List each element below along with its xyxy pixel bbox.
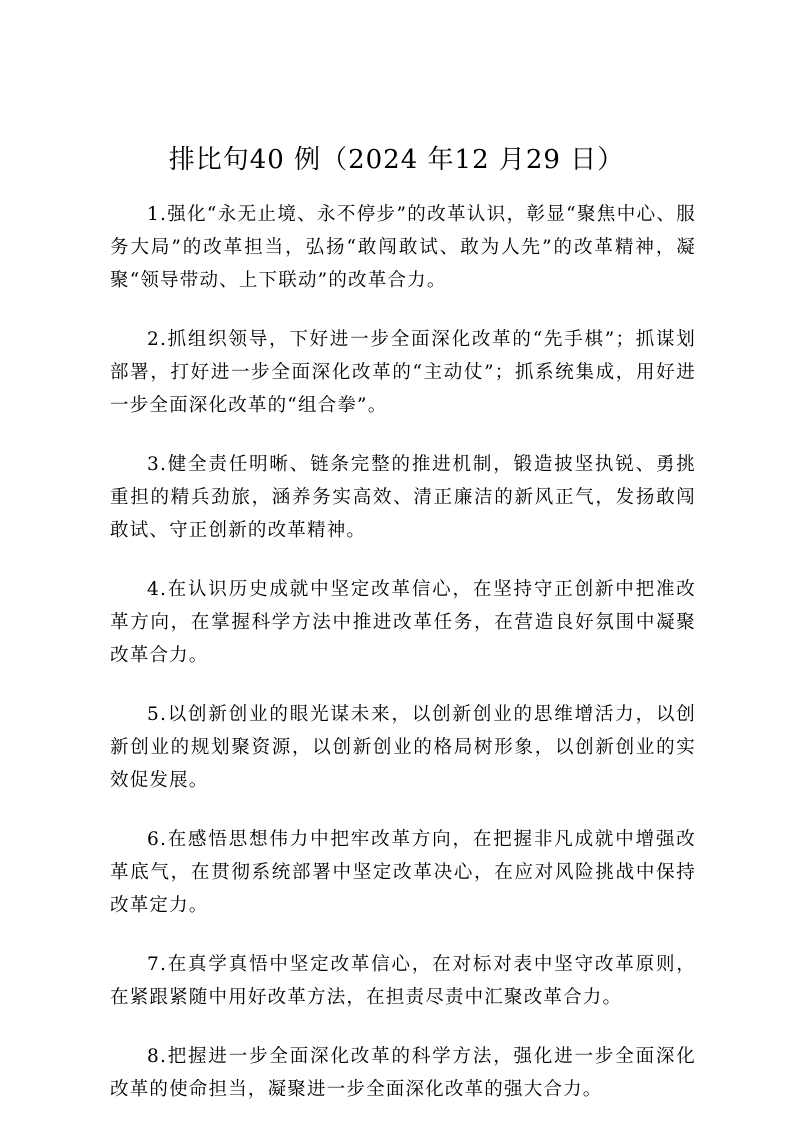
paragraph-6: 6.在感悟思想伟力中把牢改革方向，在把握非凡成就中增强改革底气，在贯彻系统部署中坚定改革决心，在应对风险挑战中保持改革定力。 xyxy=(110,829,696,916)
paragraph-1: 1.强化“永无止境、永不停步”的改革认识，彰显“聚焦中心、服务大局”的改革担当，弘扬“敢闯敢试、敢为人先”的改革精神，凝聚“领导带动、上下联动”的改革合力。 xyxy=(110,204,696,291)
paragraph-5: 5.以创新创业的眼光谋未来，以创新创业的思维增活力，以创新创业的规划聚资源，以创新创业的格局树形象，以创新创业的实效促发展。 xyxy=(110,704,696,791)
document-body xyxy=(110,198,696,1132)
paragraph-3: 3.健全责任明晰、链条完整的推进机制，锻造披坚执锐、勇挑重担的精兵劲旅，涵养务实高效、清正廉洁的新风正气，发扬敢闯敢试、守正创新的改革精神。 xyxy=(110,454,696,541)
paragraph-8: 8.把握进一步全面深化改革的科学方法，强化进一步全面深化改革的使命担当，凝聚进一步全面深化改革的强大合力。 xyxy=(110,1046,696,1100)
document-title: 排比句40 例（2024 年12 月29 日） xyxy=(168,145,625,175)
paragraph-2: 2.抓组织领导，下好进一步全面深化改革的“先手棋”；抓谋划部署，打好进一步全面深化改革的“主动仗”；抓系统集成，用好进一步全面深化改革的“组合拳”。 xyxy=(110,329,696,416)
paragraph-7: 7.在真学真悟中坚定改革信心，在对标对表中坚守改革原则，在紧跟紧随中用好改革方法，在担责尽责中汇聚改革合力。 xyxy=(110,954,696,1008)
paragraph-4: 4.在认识历史成就中坚定改革信心，在坚持守正创新中把准改革方向，在掌握科学方法中推进改革任务，在营造良好氛围中凝聚改革合力。 xyxy=(110,579,696,666)
